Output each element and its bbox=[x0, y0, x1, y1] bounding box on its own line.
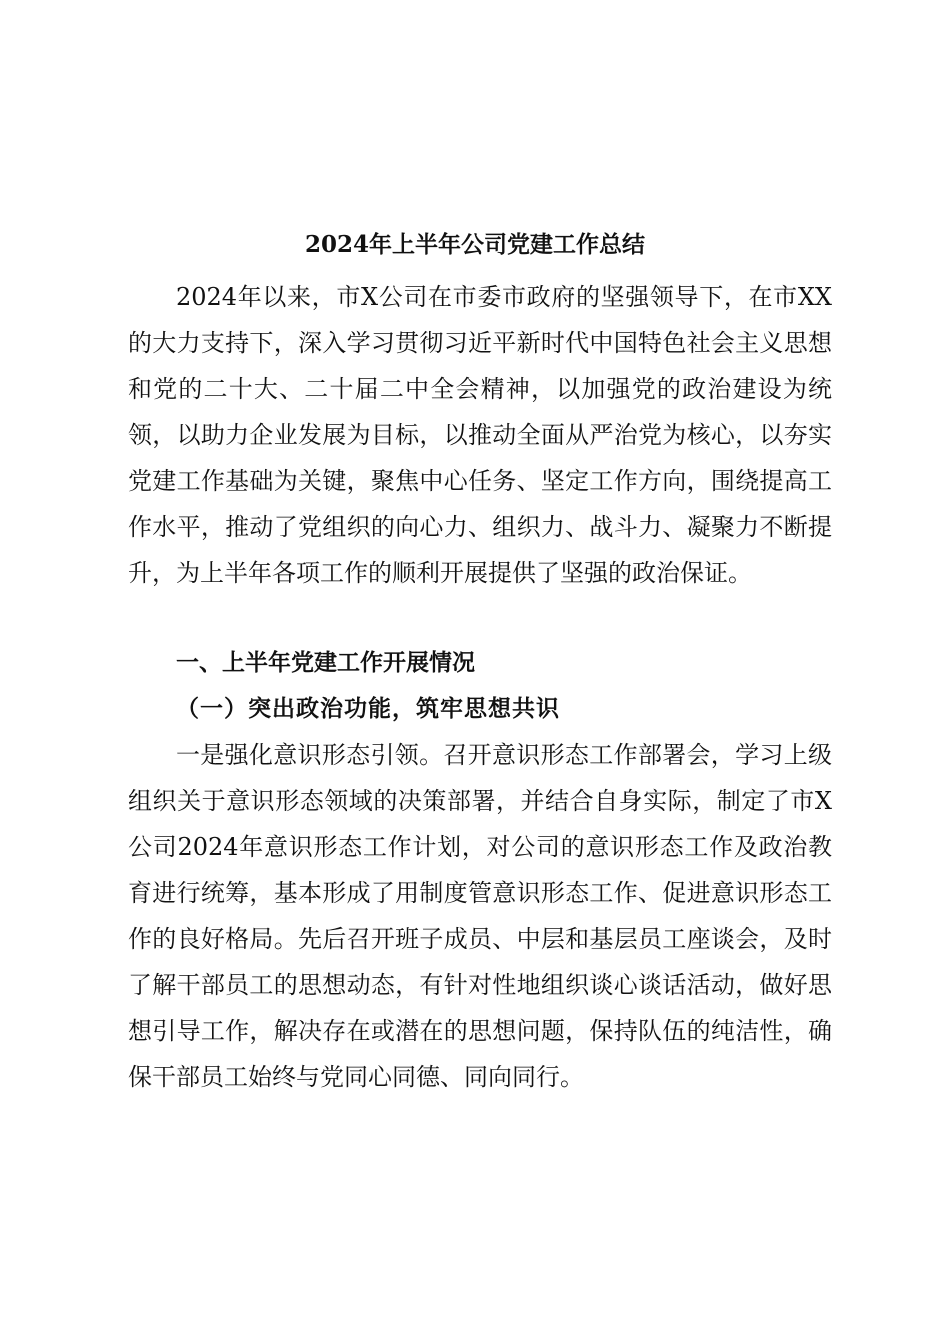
intro-paragraph: 2024年以来，市X公司在市委市政府的坚强领导下，在市XX的大力支持下，深入学习贯彻习近平新时代中国特色社会主义思想和党的二十大、二十届二中全会精神，以加强党的政治建设为统领，以助力企业发展为目标，以推动全面从严治党为核心，以夯实党建工作基础为关键，聚焦中心任务、坚定工作方向，围绕提高工作水平，推动了党组织的向心力、组织力、战斗力、凝聚力不断提升，为上半年各项工作的顺利开展提供了坚强的政治保证。 bbox=[128, 283, 832, 587]
section-heading: 一、上半年党建工作开展情况 bbox=[176, 650, 475, 676]
document-title: 2024年上半年公司党建工作总结 bbox=[304, 231, 645, 258]
subsection-heading: （一）突出政治功能，筑牢思想共识 bbox=[176, 695, 560, 722]
section-paragraph: 一是强化意识形态引领。召开意识形态工作部署会，学习上级组织关于意识形态领域的决策部署，并结合自身实际，制定了市X公司2024年意识形态工作计划，对公司的意识形态工作及政治教育进行统筹，基本形成了用制度管意识形态工作、促进意识形态工作的良好格局。先后召开班子成员、中层和基层员工座谈会，及时了解干部员工的思想动态，有针对性地组织谈心谈话活动，做好思想引导工作，解决存在或潜在的思想问题，保持队伍的纯洁性，确保干部员工始终与党同心同德、同向同行。 bbox=[128, 741, 832, 1091]
